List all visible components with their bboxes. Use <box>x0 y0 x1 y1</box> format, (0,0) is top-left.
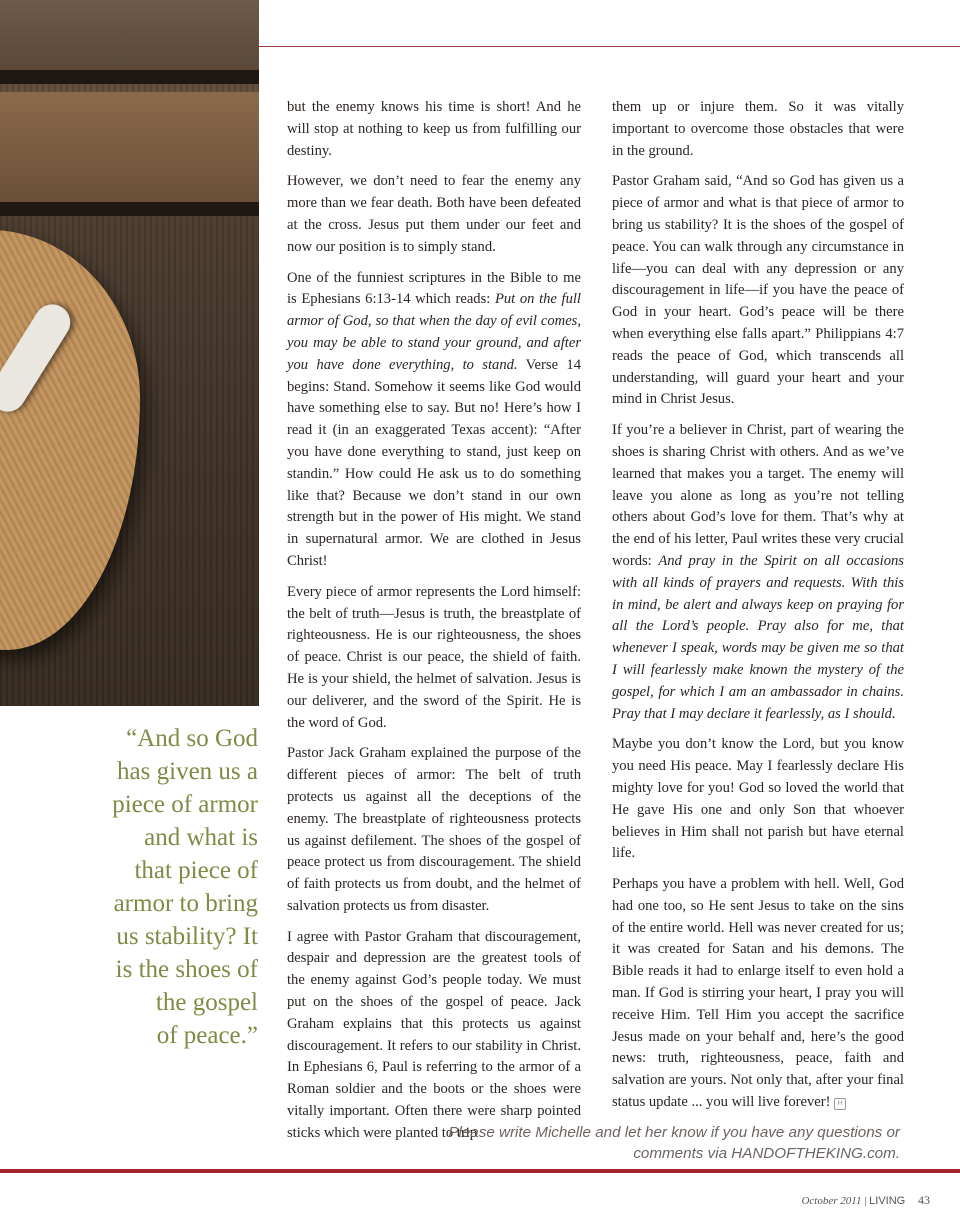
pull-quote-line: “And so God <box>126 725 258 752</box>
paragraph <box>612 874 904 1114</box>
bottom-rule <box>0 1169 960 1173</box>
wood-gap <box>0 202 259 216</box>
folio-separator: | <box>864 1195 867 1207</box>
pull-quote-line: has given us a <box>117 758 258 785</box>
pull-quote-line: armor to bring <box>113 890 258 917</box>
paragraph <box>612 420 904 725</box>
article-column-right <box>612 97 904 1123</box>
issue-date: October 2011 <box>801 1195 862 1207</box>
paragraph-text: If you’re a believer in Christ, part of wearing the shoes is sharing Christ with others. And as we’ve learned that makes you a target. The enemy will leave you alone as long as you’re not telling others about God’s love for them. That’s why at the end of his letter, Paul writes these very crucial words: <box>612 422 904 569</box>
wood-plank <box>0 0 259 70</box>
wood-plank <box>0 92 259 202</box>
sandal-photo <box>0 0 259 706</box>
pull-quote-line: the gospel <box>155 989 258 1016</box>
pull-quote-line: us stability? It <box>116 923 258 950</box>
footer-note-line: comments via HANDOFTHEKING.com. <box>633 1145 900 1162</box>
wood-gap <box>0 70 259 84</box>
paragraph <box>287 268 581 573</box>
section-name: LIVING <box>869 1195 906 1207</box>
article-column-middle <box>287 97 581 1154</box>
paragraph: Maybe you don’t know the Lord, but you know you need His peace. May I fearlessly declare His mighty love for you! God so loved the world that He gave His one and only Son that whoever believes in Him shall not parish but have eternal life. <box>612 736 904 862</box>
paragraph-text: Perhaps you have a problem with hell. Well, God had one too, so He sent Jesus to take on the sins of the entire world. Hell was never created for us; it was created for Satan and his demons. The Bible reads it had to enlarge itself to even hold a man. If God is stirring your heart, I pray you will receive Him. Tell Him you accept the sacrifice Jesus made on your behalf and, here’s the good news: truth, righteousness, peace, faith and salvation are yours. Not only that, after your final status update ... you will live forever! <box>612 876 904 1111</box>
pull-quote-line: and what is <box>144 824 258 851</box>
pull-quote-line: piece of armor <box>112 791 258 818</box>
paragraph: but the enemy knows his time is short! And he will stop at nothing to keep us from fulfilling our destiny. <box>287 99 581 159</box>
paragraph: Pastor Jack Graham explained the purpose of the different pieces of armor: The belt of truth protects us against all the deceptions of the enemy. The breastplate of righteousness protects us against defilement. The shoes of the gospel of peace protect us from discouragement. The shield of faith protects us from doubt, and the helmet of salvation protects us from disaster. <box>287 745 581 914</box>
pull-quote-line: is the shoes of <box>115 956 258 983</box>
end-mark-icon: H <box>834 1098 846 1110</box>
scripture-quote: And pray in the Spirit on all occasions with all kinds of prayers and requests. With this in mind, be alert and always keep on praying for all the Lord’s people. Pray also for me, that whenever I speak, words may be given me so that I will fearlessly make known the mystery of the gospel, for which I am an ambassador in chains. Pray that I may declare it fearlessly, as I should. <box>612 552 904 722</box>
paragraph: Pastor Graham said, “And so God has given us a piece of armor and what is that piece of armor to bring us stability? It is the shoes of the gospel of peace. You can walk through any circumstance in life—you can deal with any depression or any discouragement in life—if you have the peace of God in your heart. God’s peace will be there when everything else falls apart.” Philippians 4:7 reads the peace of God, which transcends all understanding, will guard your heart and your mind in Christ Jesus. <box>612 173 904 408</box>
page-folio <box>801 1193 930 1208</box>
paragraph: Every piece of armor represents the Lord himself: the belt of truth—Jesus is truth, the breastplate of righteousness. He is our righteousness, the shoes of peace. Christ is our peace, the shield of faith. He is your shield, the helmet of salvation. Jesus is our deliverer, and the sword of the Spirit. He is the word of God. <box>287 583 581 731</box>
paragraph: them up or injure them. So it was vitally important to overcome those obstacles that were in the ground. <box>612 99 904 159</box>
top-rule <box>259 46 960 47</box>
scripture-quote: Put on the full armor of God, so that when the day of evil comes, you may be able to stand your ground, and after you have done everything, to stand. <box>287 291 581 373</box>
pull-quote-line: of peace.” <box>156 1022 258 1049</box>
sandal-sole <box>0 230 140 650</box>
footer-note-line: Please write Michelle and let her know if you have any questions or <box>448 1124 900 1141</box>
pull-quote-line: that piece of <box>134 857 258 884</box>
paragraph: However, we don’t need to fear the enemy any more than we fear death. Both have been defeated at the cross. Jesus put them under our feet and now our position is to simply stand. <box>287 173 581 255</box>
footer-note <box>400 1122 900 1164</box>
pull-quote <box>80 722 258 1052</box>
paragraph-text: One of the funniest scriptures in the Bible to me is Ephesians 6:13-14 which reads: <box>287 269 581 308</box>
page-number: 43 <box>918 1193 930 1207</box>
paragraph-text: Verse 14 begins: Stand. Somehow it seems like God would have something else to say. But no! Here’s how I read it (in an exaggerated Texas accent): “After you have done everything to stand, just keep on standin.” How could He ask us to do something like that? Because we don’t stand in our own strength but in the power of His might. We stand in supernatural armor. We are clothed in Jesus Christ! <box>287 356 581 569</box>
paragraph: I agree with Pastor Graham that discouragement, despair and depression are the greatest tools of the enemy against God’s people today. We must put on the shoes of the gospel of peace. Jack Graham explains that this protects us against discouragement. It refers to our stability in Christ. In Ephesians 6, Paul is referring to the armor of a Roman soldier and the boots or the shoes were vitally important. Often there were sharp pointed sticks which were planted to trip <box>287 928 581 1141</box>
